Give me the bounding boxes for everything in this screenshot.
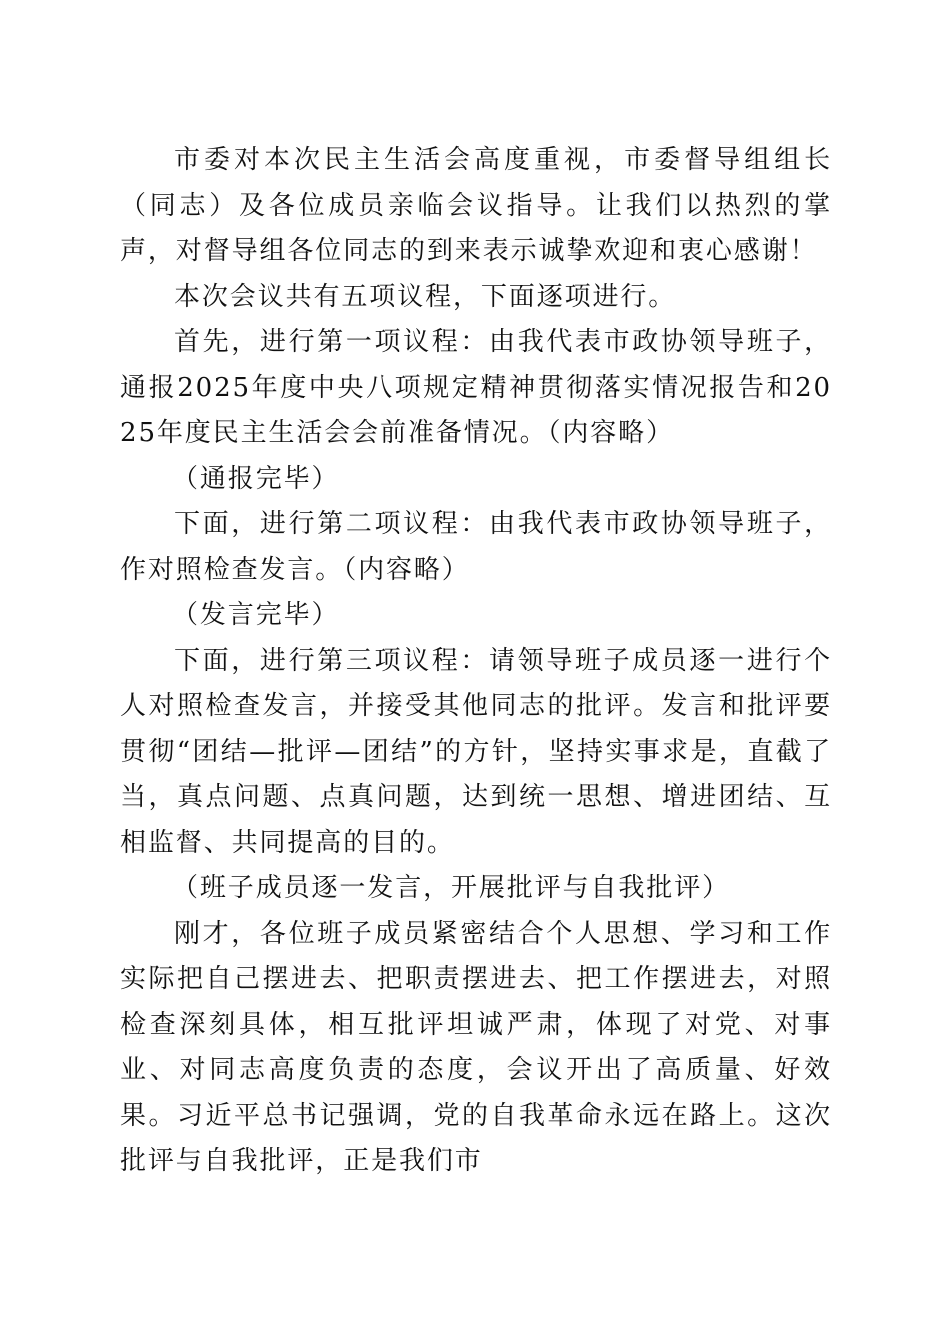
note-report-done: （通报完毕） — [172, 463, 340, 494]
paragraph-agenda-intro: 本次会议共有五项议程，下面逐项进行。 — [174, 281, 677, 312]
paragraph-agenda-item-2: 下面，进行第二项议程：由我代表市政协领导班子，作对照检查发言。（内容略） — [120, 509, 832, 585]
note-criticism-session: （班子成员逐一发言，开展批评与自我批评） — [172, 873, 731, 903]
note-speech-done: （发言完毕） — [172, 600, 340, 630]
paragraph-welcome: 市委对本次民主生活会高度重视，市委督导组组长（同志）及各位成员亲临会议指导。让我们以热烈的掌声，对督导组各位同志的到来表示诚挚欢迎和衷心感谢！ — [120, 145, 832, 266]
paragraph-agenda-item-3: 下面，进行第三项议程：请领导班子成员逐一进行个人对照检查发言，并接受其他同志的批评。发言和批评要贯彻“团结—批评—团结”的方针，坚持实事求是，直截了当，真点问题、点真问题，达到统一思想、增进团结、互相监督、共同提高的目的。 — [120, 645, 832, 858]
document-body — [120, 138, 832, 1185]
paragraph-agenda-item-1: 首先，进行第一项议程：由我代表市政协领导班子，通报2025年度中央八项规定精神贯彻落实情况报告和2025年度民主生活会会前准备情况。（内容略） — [120, 327, 832, 448]
paragraph-summary: 刚才，各位班子成员紧密结合个人思想、学习和工作实际把自己摆进去、把职责摆进去、把工作摆进去，对照检查深刻具体，相互批评坦诚严肃，体现了对党、对事业、对同志高度负责的态度，会议开出了高质量、好效果。习近平总书记强调，党的自我革命永远在路上。这次批评与自我批评，正是我们市 — [120, 918, 832, 1176]
